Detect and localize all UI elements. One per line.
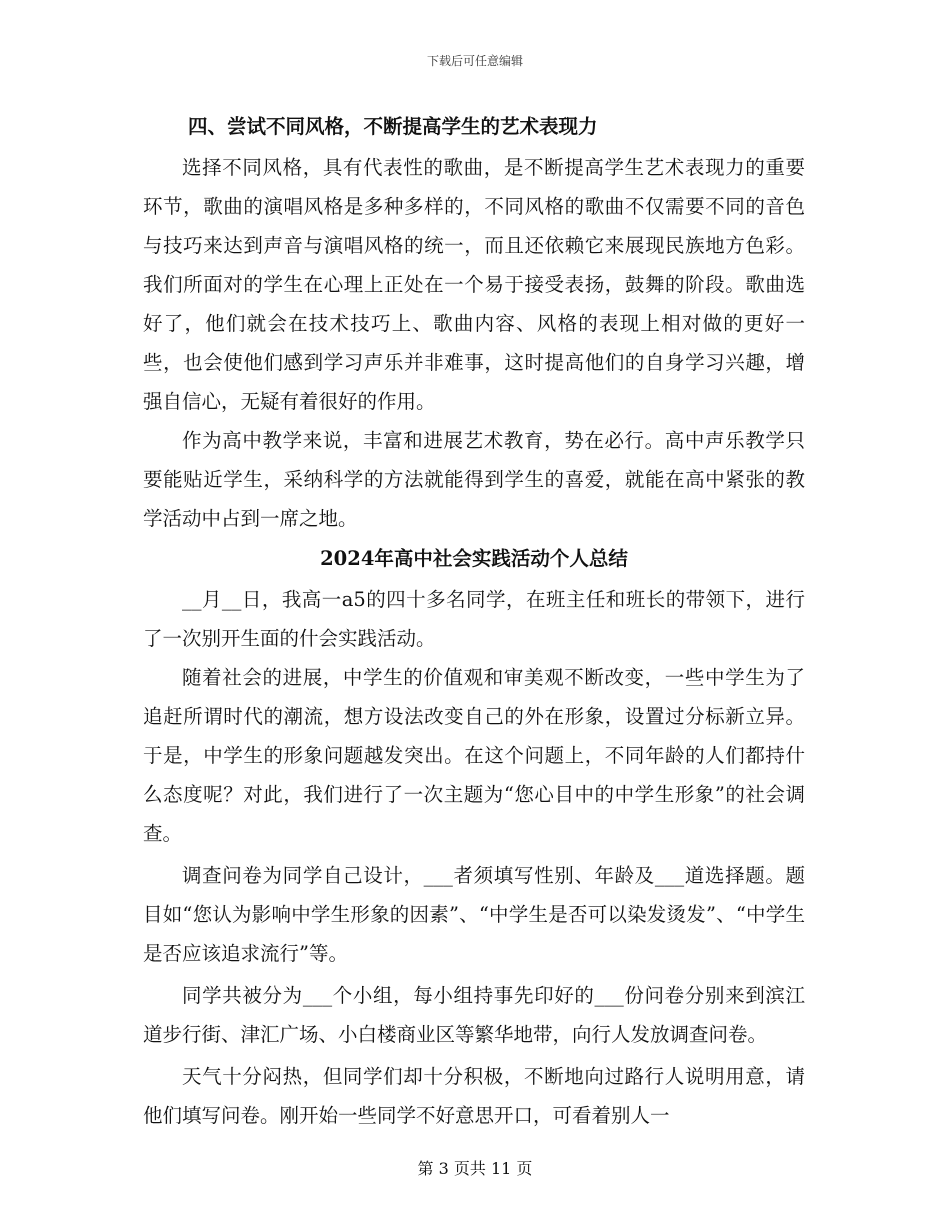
document-body bbox=[143, 106, 805, 1135]
article-title: 2024年高中社会实践活动个人总结 bbox=[320, 547, 628, 570]
body-paragraph: 调查问卷为同学自己设计，___者须填写性别、年龄及___道选择题。题目如“您认为影响中学生形象的因素”、“中学生是否可以染发烫发”、“中学生是否应该追求流行”等。 bbox=[143, 864, 805, 965]
body-paragraph: 天气十分闷热，但同学们却十分积极，不断地向过路行人说明用意，请他们填写问卷。刚开始一些同学不好意思开口，可看着别人一 bbox=[143, 1065, 805, 1127]
body-paragraph: 同学共被分为___个小组，每小组持事先印好的___份问卷分别来到滨江道步行街、津汇广场、小白楼商业区等繁华地带，向行人发放调查问卷。 bbox=[143, 984, 805, 1046]
page-number: 第 3 页共 11 页 bbox=[417, 1159, 533, 1178]
body-paragraph: __月__日，我高一a5的四十多名同学，在班主任和班长的带领下，进行了一次别开生面的什会实践活动。 bbox=[143, 588, 805, 650]
body-paragraph: 随着社会的进展，中学生的价值观和审美观不断改变，一些中学生为了追赶所谓时代的潮流，想方设法改变自己的外在形象，设置过分标新立异。于是，中学生的形象问题越发突出。在这个问题上，不同年龄的人们都持什么态度呢？对此，我们进行了一次主题为“您心目中的中学生形象”的社会调查。 bbox=[143, 666, 805, 845]
section-heading: 四、尝试不同风格，不断提高学生的艺术表现力 bbox=[188, 115, 598, 138]
body-paragraph: 作为高中教学来说，丰富和进展艺术教育，势在必行。高中声乐教学只要能贴近学生，采纳科学的方法就能得到学生的喜爱，就能在高中紧张的教学活动中占到一席之地。 bbox=[143, 429, 805, 530]
body-paragraph: 选择不同风格，具有代表性的歌曲，是不断提高学生艺术表现力的重要环节，歌曲的演唱风格是多种多样的，不同风格的歌曲不仅需要不同的音色与技巧来达到声音与演唱风格的统一，而且还依赖它来展现民族地方色彩。我们所面对的学生在心理上正处在一个易于接受表扬，鼓舞的阶段。歌曲选好了，他们就会在技术技巧上、歌曲内容、风格的表现上相对做的更好一些，也会使他们感到学习声乐并非难事，这时提高他们的自身学习兴趣，增强自信心，无疑有着很好的作用。 bbox=[143, 156, 805, 413]
page-header: 下载后可任意编辑 bbox=[426, 54, 523, 68]
